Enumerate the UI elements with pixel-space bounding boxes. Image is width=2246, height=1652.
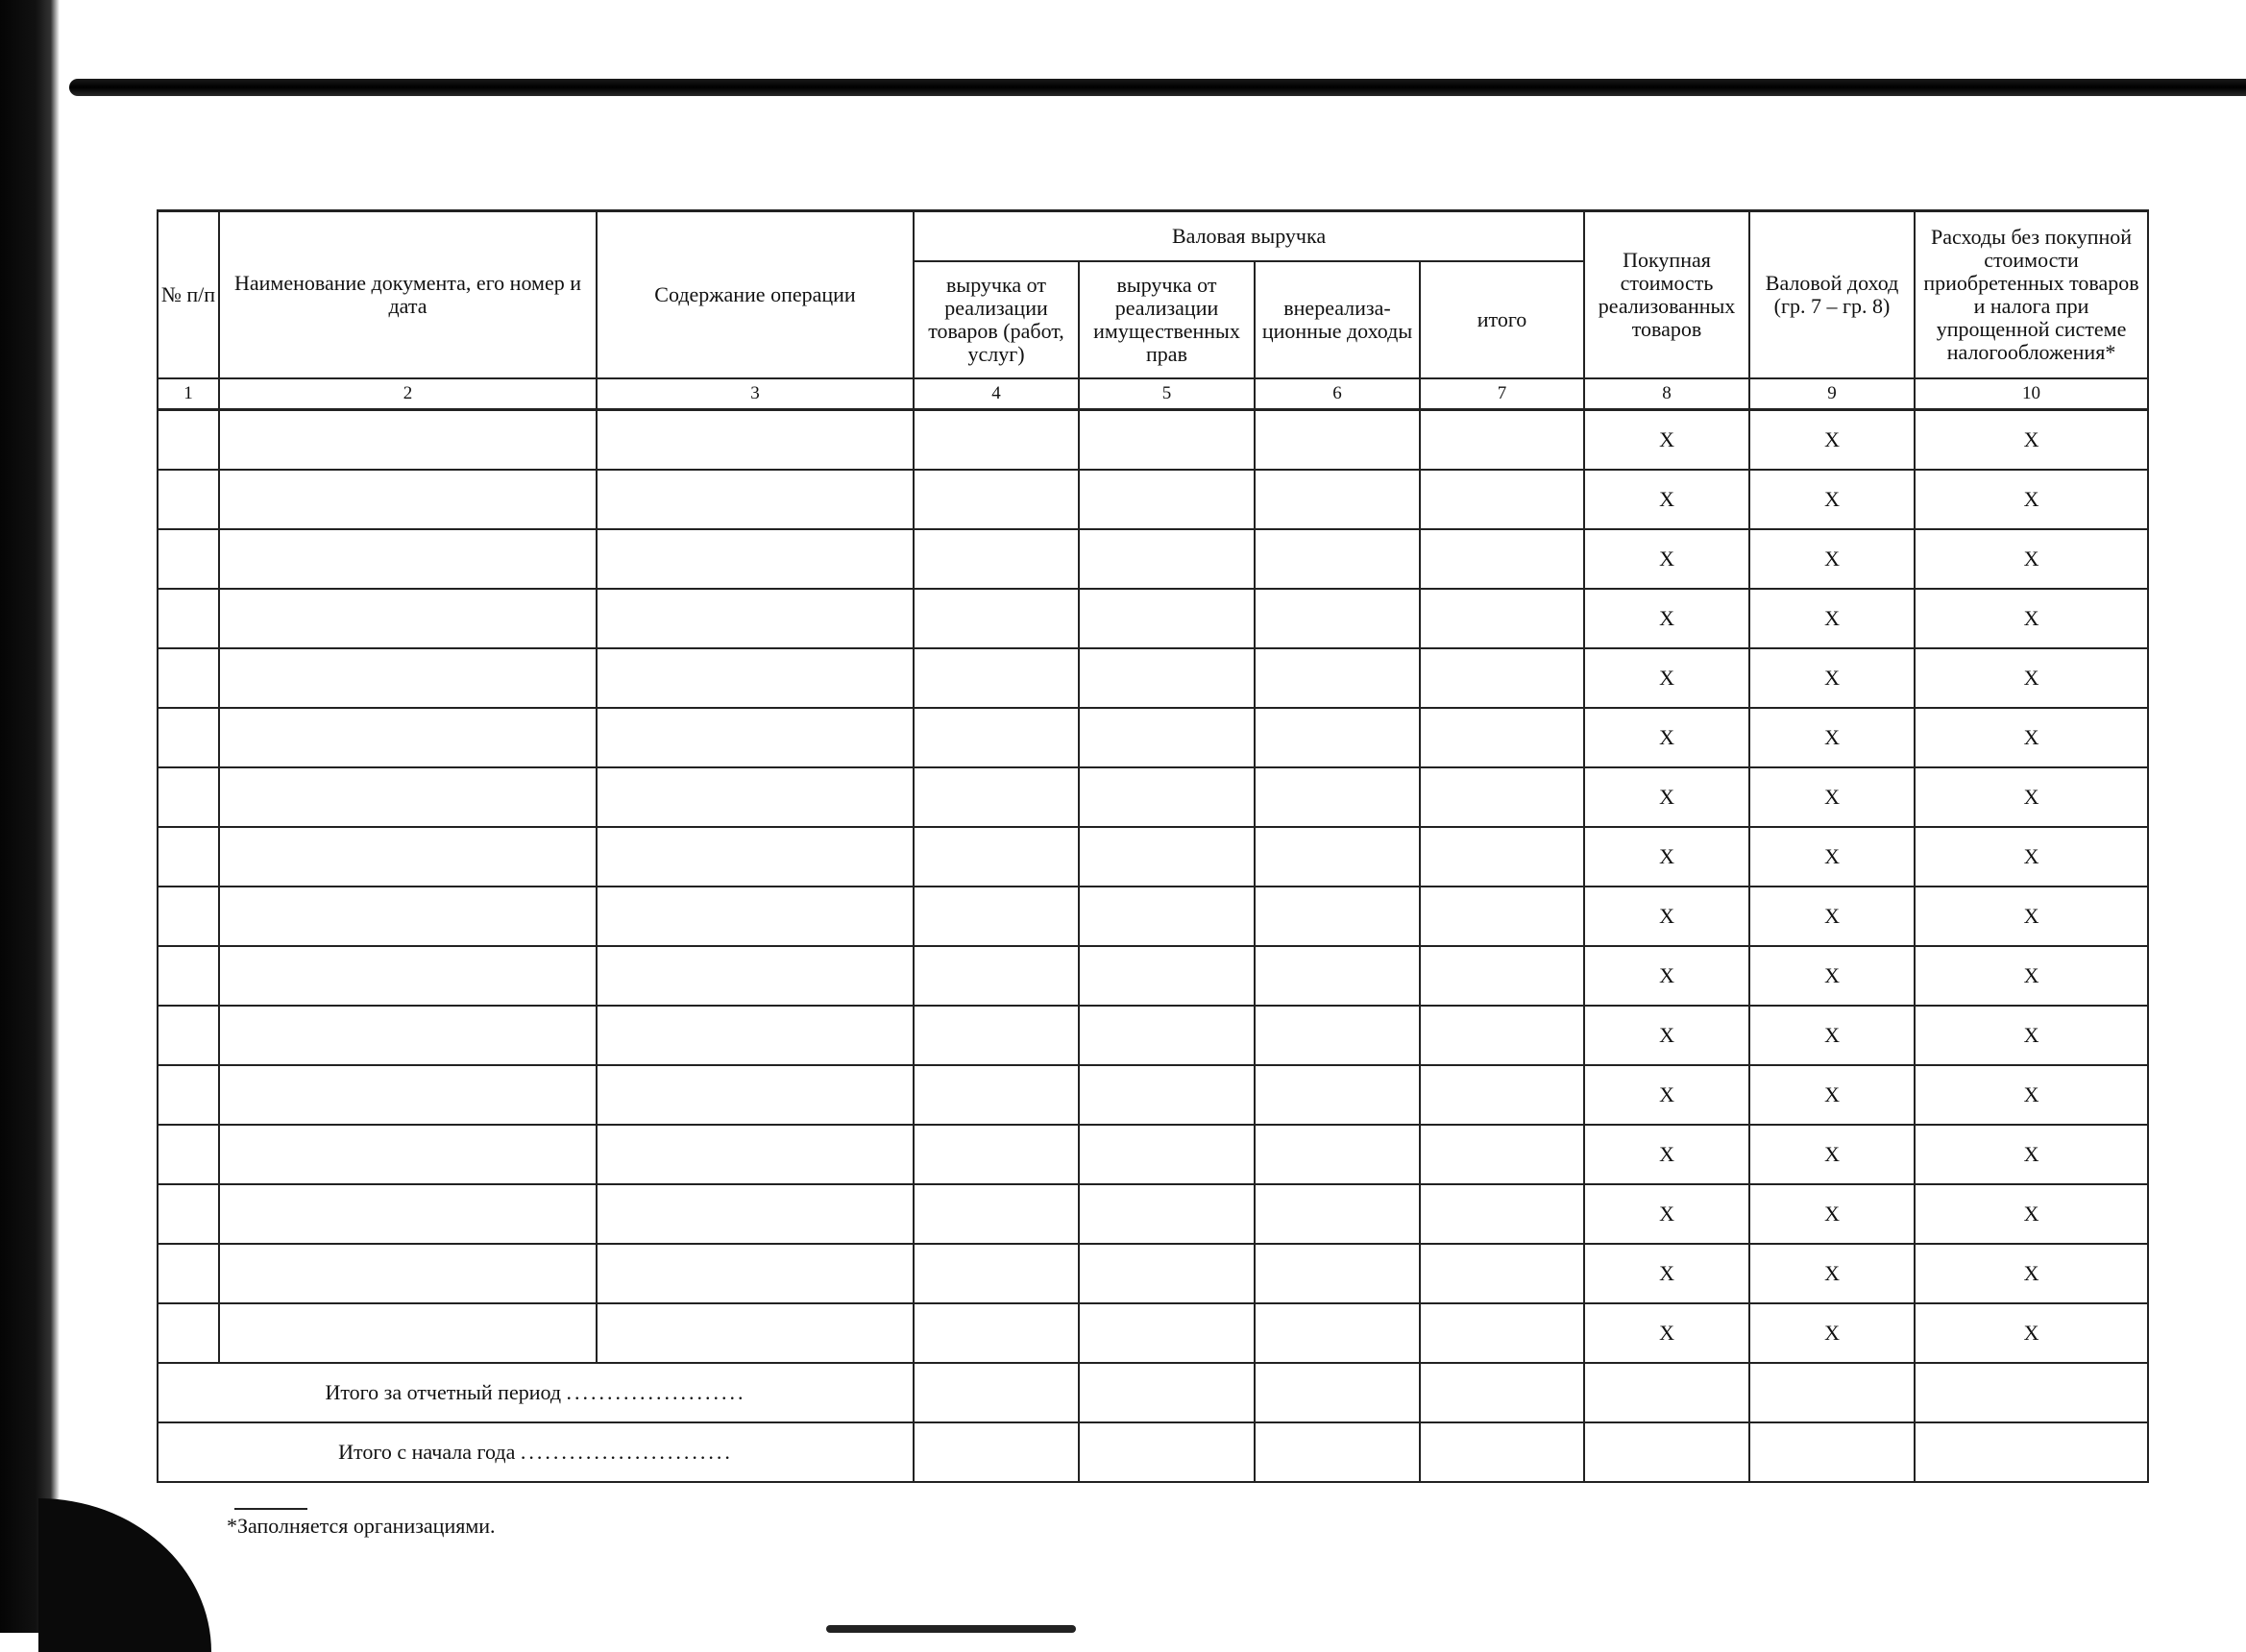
entry-cell[interactable] [1420, 589, 1584, 648]
entry-cell[interactable] [1079, 529, 1255, 589]
scan-shadow-left [0, 0, 60, 1633]
entry-cell[interactable] [914, 409, 1079, 470]
cross-mark: X [1915, 1065, 2148, 1125]
column-number: 8 [1584, 378, 1749, 410]
entry-cell[interactable] [219, 470, 597, 529]
entry-cell[interactable] [1079, 1065, 1255, 1125]
total-ytd-row [158, 1422, 2148, 1482]
entry-cell[interactable] [1079, 1006, 1255, 1065]
scan-shadow-bottom [826, 1625, 1076, 1633]
cross-mark: X [1915, 1006, 2148, 1065]
cross-mark: X [1915, 887, 2148, 946]
cross-mark: X [1915, 648, 2148, 708]
cross-mark: X [1915, 1184, 2148, 1244]
column-number: 5 [1079, 378, 1255, 410]
cross-mark: X [1749, 529, 1915, 589]
entry-cell[interactable] [219, 887, 597, 946]
entry-cell[interactable] [1079, 946, 1255, 1006]
entry-cell[interactable] [219, 1125, 597, 1184]
table-row [158, 708, 2148, 767]
table-row [158, 589, 2148, 648]
entry-cell[interactable] [219, 946, 597, 1006]
cross-mark: X [1915, 1303, 2148, 1363]
entry-cell[interactable] [158, 1006, 219, 1065]
cross-mark: X [1584, 1125, 1749, 1184]
header-property-rights-revenue: выручка от реализации имущественных прав [1079, 261, 1255, 378]
entry-cell[interactable] [158, 1244, 219, 1303]
total-ytd-cell[interactable] [1915, 1422, 2148, 1482]
cross-mark: X [1915, 767, 2148, 827]
table-row [158, 470, 2148, 529]
table-row [158, 946, 2148, 1006]
entry-cell[interactable] [158, 708, 219, 767]
total-ytd-cell[interactable] [1749, 1422, 1915, 1482]
total-ytd-label: Итого с начала года .......................... [158, 1422, 914, 1482]
header-operation-content: Содержание операции [597, 211, 914, 378]
entry-cell[interactable] [219, 648, 597, 708]
cross-mark: X [1749, 470, 1915, 529]
header-purchase-cost: Покупная стоимость реализованных товаров [1584, 211, 1749, 378]
entry-cell[interactable] [1420, 409, 1584, 470]
entry-cell[interactable] [1079, 767, 1255, 827]
ledger-table [157, 209, 2149, 1483]
entry-cell[interactable] [597, 470, 914, 529]
entry-cell[interactable] [1255, 708, 1420, 767]
column-number: 4 [914, 378, 1079, 410]
total-ytd-cell[interactable] [1420, 1422, 1584, 1482]
header-expenses: Расходы без покупной стоимости приобретенных товаров и налога при упрощенной системе налогообложения* [1915, 211, 2148, 378]
entry-cell[interactable] [1420, 946, 1584, 1006]
entry-cell[interactable] [1255, 1006, 1420, 1065]
entry-cell[interactable] [1420, 708, 1584, 767]
entry-cell[interactable] [1255, 529, 1420, 589]
entry-cell[interactable] [1255, 648, 1420, 708]
table-row [158, 1184, 2148, 1244]
footnote: *Заполняется организациями. [227, 1514, 496, 1538]
header-goods-revenue: выручка от реализации товаров (работ, услуг) [914, 261, 1079, 378]
entry-cell[interactable] [158, 1184, 219, 1244]
entry-cell[interactable] [1079, 1303, 1255, 1363]
cross-mark: X [1749, 1184, 1915, 1244]
cross-mark: X [1749, 1006, 1915, 1065]
column-number: 2 [219, 378, 597, 410]
total-ytd-cell[interactable] [1079, 1422, 1255, 1482]
cross-mark: X [1584, 1006, 1749, 1065]
cross-mark: X [1749, 589, 1915, 648]
header-gross-revenue: Валовая выручка [914, 211, 1584, 261]
entry-cell[interactable] [914, 887, 1079, 946]
entry-cell[interactable] [158, 589, 219, 648]
total-period-cell[interactable] [1584, 1363, 1749, 1422]
total-period-cell[interactable] [1255, 1363, 1420, 1422]
total-period-cell[interactable] [1749, 1363, 1915, 1422]
entry-cell[interactable] [597, 1184, 914, 1244]
entry-cell[interactable] [597, 887, 914, 946]
entry-cell[interactable] [914, 1303, 1079, 1363]
total-ytd-cell[interactable] [1584, 1422, 1749, 1482]
entry-cell[interactable] [158, 767, 219, 827]
cross-mark: X [1584, 1065, 1749, 1125]
entry-cell[interactable] [1079, 887, 1255, 946]
entry-cell[interactable] [1255, 887, 1420, 946]
total-period-cell[interactable] [1420, 1363, 1584, 1422]
entry-cell[interactable] [1255, 409, 1420, 470]
entry-cell[interactable] [1255, 589, 1420, 648]
column-number: 3 [597, 378, 914, 410]
entry-cell[interactable] [914, 1244, 1079, 1303]
entry-cell[interactable] [158, 648, 219, 708]
entry-cell[interactable] [597, 946, 914, 1006]
entry-cell[interactable] [597, 827, 914, 887]
entry-cell[interactable] [219, 1244, 597, 1303]
scan-shadow-corner [38, 1498, 211, 1652]
entry-cell[interactable] [1420, 1244, 1584, 1303]
table-row [158, 767, 2148, 827]
cross-mark: X [1915, 708, 2148, 767]
entry-cell[interactable] [914, 1006, 1079, 1065]
entry-cell[interactable] [914, 1184, 1079, 1244]
cross-mark: X [1584, 708, 1749, 767]
entry-cell[interactable] [219, 827, 597, 887]
entry-cell[interactable] [1079, 1184, 1255, 1244]
header-row-number: № п/п [158, 211, 219, 378]
column-number: 1 [158, 378, 219, 410]
entry-cell[interactable] [914, 589, 1079, 648]
entry-cell[interactable] [914, 708, 1079, 767]
entry-cell[interactable] [158, 1065, 219, 1125]
entry-cell[interactable] [1255, 946, 1420, 1006]
entry-cell[interactable] [219, 529, 597, 589]
total-period-cell[interactable] [914, 1363, 1079, 1422]
entry-cell[interactable] [219, 1065, 597, 1125]
cross-mark: X [1915, 946, 2148, 1006]
entry-cell[interactable] [1255, 1125, 1420, 1184]
entry-cell[interactable] [914, 648, 1079, 708]
entry-cell[interactable] [597, 767, 914, 827]
cross-mark: X [1749, 1065, 1915, 1125]
entry-cell[interactable] [1079, 708, 1255, 767]
entry-cell[interactable] [1255, 1244, 1420, 1303]
cross-mark: X [1584, 648, 1749, 708]
cross-mark: X [1584, 887, 1749, 946]
table-row [158, 887, 2148, 946]
entry-cell[interactable] [1255, 470, 1420, 529]
entry-cell[interactable] [1079, 470, 1255, 529]
total-period-row [158, 1363, 2148, 1422]
table-row [158, 1065, 2148, 1125]
cross-mark: X [1749, 767, 1915, 827]
cross-mark: X [1749, 708, 1915, 767]
cross-mark: X [1749, 1244, 1915, 1303]
total-period-cell[interactable] [1915, 1363, 2148, 1422]
entry-cell[interactable] [1420, 1303, 1584, 1363]
entry-cell[interactable] [914, 470, 1079, 529]
entry-cell[interactable] [1079, 409, 1255, 470]
entry-cell[interactable] [1420, 887, 1584, 946]
footnote-rule [234, 1508, 307, 1510]
entry-cell[interactable] [914, 946, 1079, 1006]
entry-cell[interactable] [1255, 827, 1420, 887]
entry-cell[interactable] [914, 1065, 1079, 1125]
cross-mark: X [1915, 1125, 2148, 1184]
entry-cell[interactable] [219, 589, 597, 648]
total-ytd-cell[interactable] [1255, 1422, 1420, 1482]
scan-shadow-top [69, 79, 2246, 96]
entry-cell[interactable] [1079, 1244, 1255, 1303]
entry-cell[interactable] [1420, 1006, 1584, 1065]
table-row [158, 1006, 2148, 1065]
entry-cell[interactable] [158, 1303, 219, 1363]
column-number: 10 [1915, 378, 2148, 410]
cross-mark: X [1915, 827, 2148, 887]
cross-mark: X [1584, 946, 1749, 1006]
cross-mark: X [1584, 767, 1749, 827]
table-row [158, 1125, 2148, 1184]
cross-mark: X [1915, 470, 2148, 529]
entry-cell[interactable] [1255, 1303, 1420, 1363]
header-gross-income: Валовой доход (гр. 7 – гр. 8) [1749, 211, 1915, 378]
cross-mark: X [1584, 1244, 1749, 1303]
entry-cell[interactable] [914, 1125, 1079, 1184]
cross-mark: X [1584, 589, 1749, 648]
entry-cell[interactable] [1255, 767, 1420, 827]
entry-cell[interactable] [1255, 1184, 1420, 1244]
cross-mark: X [1749, 946, 1915, 1006]
cross-mark: X [1749, 1125, 1915, 1184]
cross-mark: X [1749, 409, 1915, 470]
entry-cell[interactable] [1079, 589, 1255, 648]
cross-mark: X [1584, 827, 1749, 887]
entry-cell[interactable] [158, 409, 219, 470]
entry-cell[interactable] [1420, 1065, 1584, 1125]
entry-cell[interactable] [219, 708, 597, 767]
entry-cell[interactable] [597, 1006, 914, 1065]
entry-cell[interactable] [597, 529, 914, 589]
entry-cell[interactable] [914, 529, 1079, 589]
cross-mark: X [1584, 409, 1749, 470]
table-row [158, 827, 2148, 887]
entry-cell[interactable] [219, 1303, 597, 1363]
header-document-name: Наименование документа, его номер и дата [219, 211, 597, 378]
entry-cell[interactable] [158, 529, 219, 589]
entry-cell[interactable] [158, 470, 219, 529]
total-period-label: Итого за отчетный период ...................... [158, 1363, 914, 1422]
total-period-cell[interactable] [1079, 1363, 1255, 1422]
entry-cell[interactable] [597, 589, 914, 648]
entry-cell[interactable] [1420, 529, 1584, 589]
table-row [158, 1303, 2148, 1363]
cross-mark: X [1584, 1184, 1749, 1244]
entry-cell[interactable] [597, 708, 914, 767]
entry-cell[interactable] [1420, 827, 1584, 887]
table-row [158, 529, 2148, 589]
entry-cell[interactable] [1420, 648, 1584, 708]
entry-cell[interactable] [1079, 648, 1255, 708]
entry-cell[interactable] [597, 1303, 914, 1363]
entry-cell[interactable] [597, 1244, 914, 1303]
entry-cell[interactable] [158, 827, 219, 887]
entry-cell[interactable] [597, 648, 914, 708]
cross-mark: X [1584, 1303, 1749, 1363]
table-row [158, 409, 2148, 470]
cross-mark: X [1915, 589, 2148, 648]
header-total: итого [1420, 261, 1584, 378]
entry-cell[interactable] [219, 1006, 597, 1065]
entry-cell[interactable] [219, 1184, 597, 1244]
total-ytd-cell[interactable] [914, 1422, 1079, 1482]
entry-cell[interactable] [914, 767, 1079, 827]
column-number: 6 [1255, 378, 1420, 410]
table-row [158, 648, 2148, 708]
cross-mark: X [1584, 470, 1749, 529]
entry-cell[interactable] [914, 827, 1079, 887]
cross-mark: X [1749, 648, 1915, 708]
entry-cell[interactable] [219, 409, 597, 470]
entry-cell[interactable] [1079, 827, 1255, 887]
table-row [158, 1244, 2148, 1303]
entry-cell[interactable] [1420, 470, 1584, 529]
entry-cell[interactable] [1079, 1125, 1255, 1184]
column-number: 7 [1420, 378, 1584, 410]
cross-mark: X [1915, 409, 2148, 470]
entry-cell[interactable] [1255, 1065, 1420, 1125]
cross-mark: X [1584, 529, 1749, 589]
header-non-operating-income: внереализа-ционные доходы [1255, 261, 1420, 378]
column-number-row [158, 378, 2148, 410]
cross-mark: X [1749, 1303, 1915, 1363]
entry-cell[interactable] [219, 767, 597, 827]
entry-cell[interactable] [158, 887, 219, 946]
entry-cell[interactable] [158, 1125, 219, 1184]
entry-cell[interactable] [158, 946, 219, 1006]
cross-mark: X [1749, 827, 1915, 887]
cross-mark: X [1915, 1244, 2148, 1303]
entry-cell[interactable] [1420, 1184, 1584, 1244]
entry-cell[interactable] [1420, 767, 1584, 827]
entry-cell[interactable] [597, 1065, 914, 1125]
column-number: 9 [1749, 378, 1915, 410]
entry-cell[interactable] [597, 409, 914, 470]
cross-mark: X [1915, 529, 2148, 589]
entry-cell[interactable] [597, 1125, 914, 1184]
cross-mark: X [1749, 887, 1915, 946]
entry-cell[interactable] [1420, 1125, 1584, 1184]
